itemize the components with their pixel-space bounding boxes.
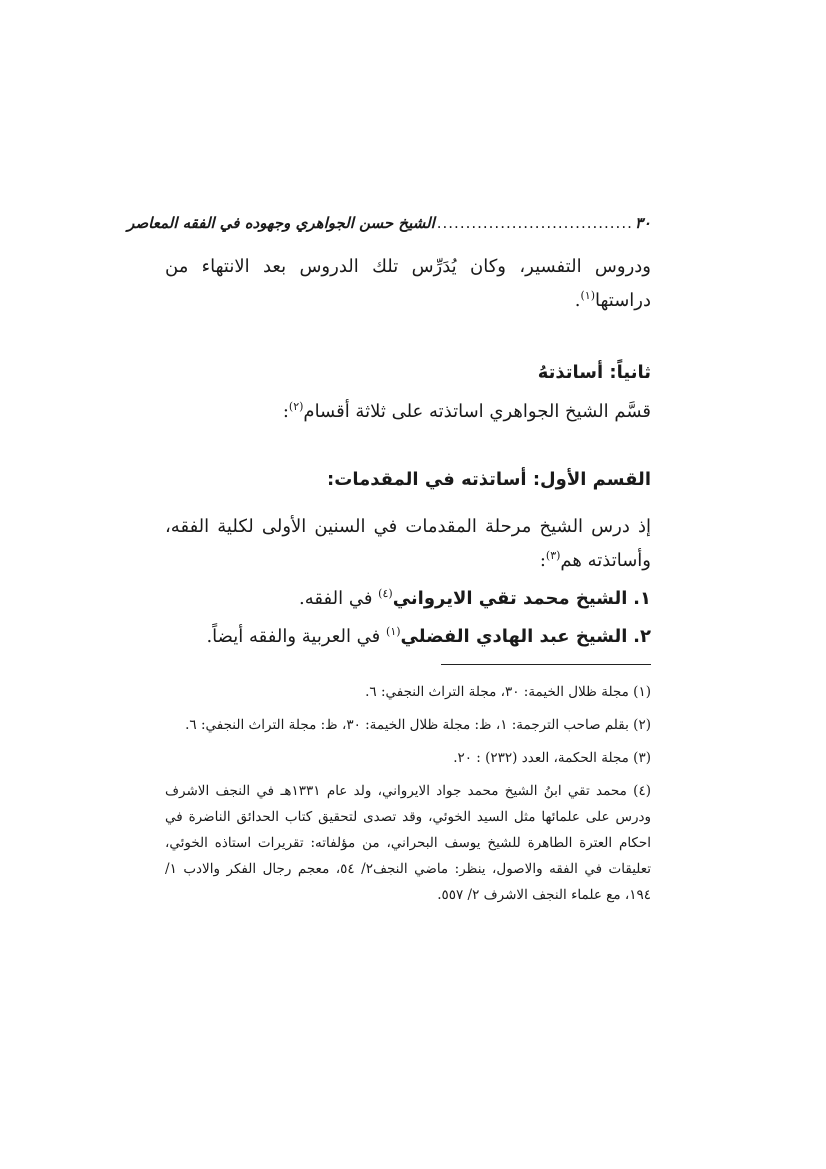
- paragraph-1-text: ودروس التفسير، وكان يُدَرِّس تلك الدروس بعد الانتهاء من دراستها: [165, 256, 651, 311]
- page-content: [127, 214, 652, 915]
- footnotes: [165, 679, 651, 908]
- footnote-ref: (٣): [545, 549, 561, 562]
- teacher-subject: في الفقه.: [299, 588, 373, 609]
- footnote-ref: (٤): [378, 587, 393, 600]
- footnote-number: (١): [633, 684, 651, 700]
- section-heading-teachers: ثانياً: أساتذتهُ: [537, 362, 651, 383]
- footnote-number: (٢): [633, 717, 651, 733]
- footnote-ref: (٢): [288, 400, 304, 413]
- footnote-ref: (١): [386, 625, 401, 638]
- footnote-text: مجلة الحكمة، العدد (٢٣٢) : ٢٠.: [453, 750, 629, 766]
- paragraph-3-text: إذ درس الشيخ مرحلة المقدمات في السنين الأولى لكلية الفقه، وأساتذته هم: [165, 516, 651, 571]
- footnote-text: بقلم صاحب الترجمة: ١، ظ: مجلة ظلال الخيمة: ٣٠، ظ: مجلة التراث النجفي: ٦.: [185, 717, 629, 733]
- footnote-4: [165, 778, 651, 908]
- footnote-divider: [441, 664, 651, 665]
- teacher-name: الشيخ محمد تقي الايرواني: [392, 588, 628, 609]
- teacher-subject: في العربية والفقه أيضاً.: [206, 626, 381, 647]
- footnote-text: مجلة ظلال الخيمة: ٣٠، مجلة التراث النجفي: ٦.: [365, 684, 629, 700]
- paragraph-2: [165, 395, 651, 429]
- footnote-ref: (١): [580, 289, 595, 302]
- footnote-number: (٤): [633, 783, 651, 799]
- list-item-number: ٢.: [633, 626, 651, 647]
- list-item: [165, 620, 651, 654]
- footnote-number: (٣): [633, 750, 651, 766]
- paragraph-3-end: :: [539, 550, 546, 571]
- header-dot-leader: ..................................: [436, 214, 633, 232]
- list-item: [165, 582, 651, 616]
- header-book-title: الشيخ حسن الجواهري وجهوده في الفقه المعاصر: [127, 214, 435, 232]
- paragraph-3: [165, 510, 651, 578]
- paragraph-2-text: قسَّم الشيخ الجواهري اساتذته على ثلاثة أقسام: [303, 401, 651, 422]
- paragraph-2-end: :: [282, 401, 289, 422]
- section-heading-part-one: القسم الأول: أساتذته في المقدمات:: [327, 469, 651, 490]
- paragraph-1-end: .: [574, 290, 581, 311]
- footnote-1: [165, 679, 651, 705]
- header-page-number: ٣٠: [634, 214, 651, 232]
- running-header: [127, 214, 651, 240]
- footnote-text: محمد تقي ابنُ الشيخ محمد جواد الايرواني، ولد عام ١٣٣١هـ في النجف الاشرف ودرس على علمائها مثل السيد الخوئي، وقد تصدى لتحقيق كتاب الحدائق الناضرة في احكام العترة الطاهرة للشيخ يوسف البحراني، من مؤلفاته: تقريرات استاذه الخوئي، تعليقات في الفقه والاصول، ينظر: ماضي النجف٢/ ٥٤، معجم رجال الفكر والادب ١/ ١٩٤، مع علماء النجف الاشرف ٢/ ٥٥٧.: [165, 783, 652, 903]
- footnote-2: [165, 712, 651, 738]
- teacher-name: الشيخ عبد الهادي الفضلي: [400, 626, 628, 647]
- footnote-3: [165, 745, 651, 771]
- list-item-number: ١.: [633, 588, 651, 609]
- paragraph-1: [165, 250, 651, 318]
